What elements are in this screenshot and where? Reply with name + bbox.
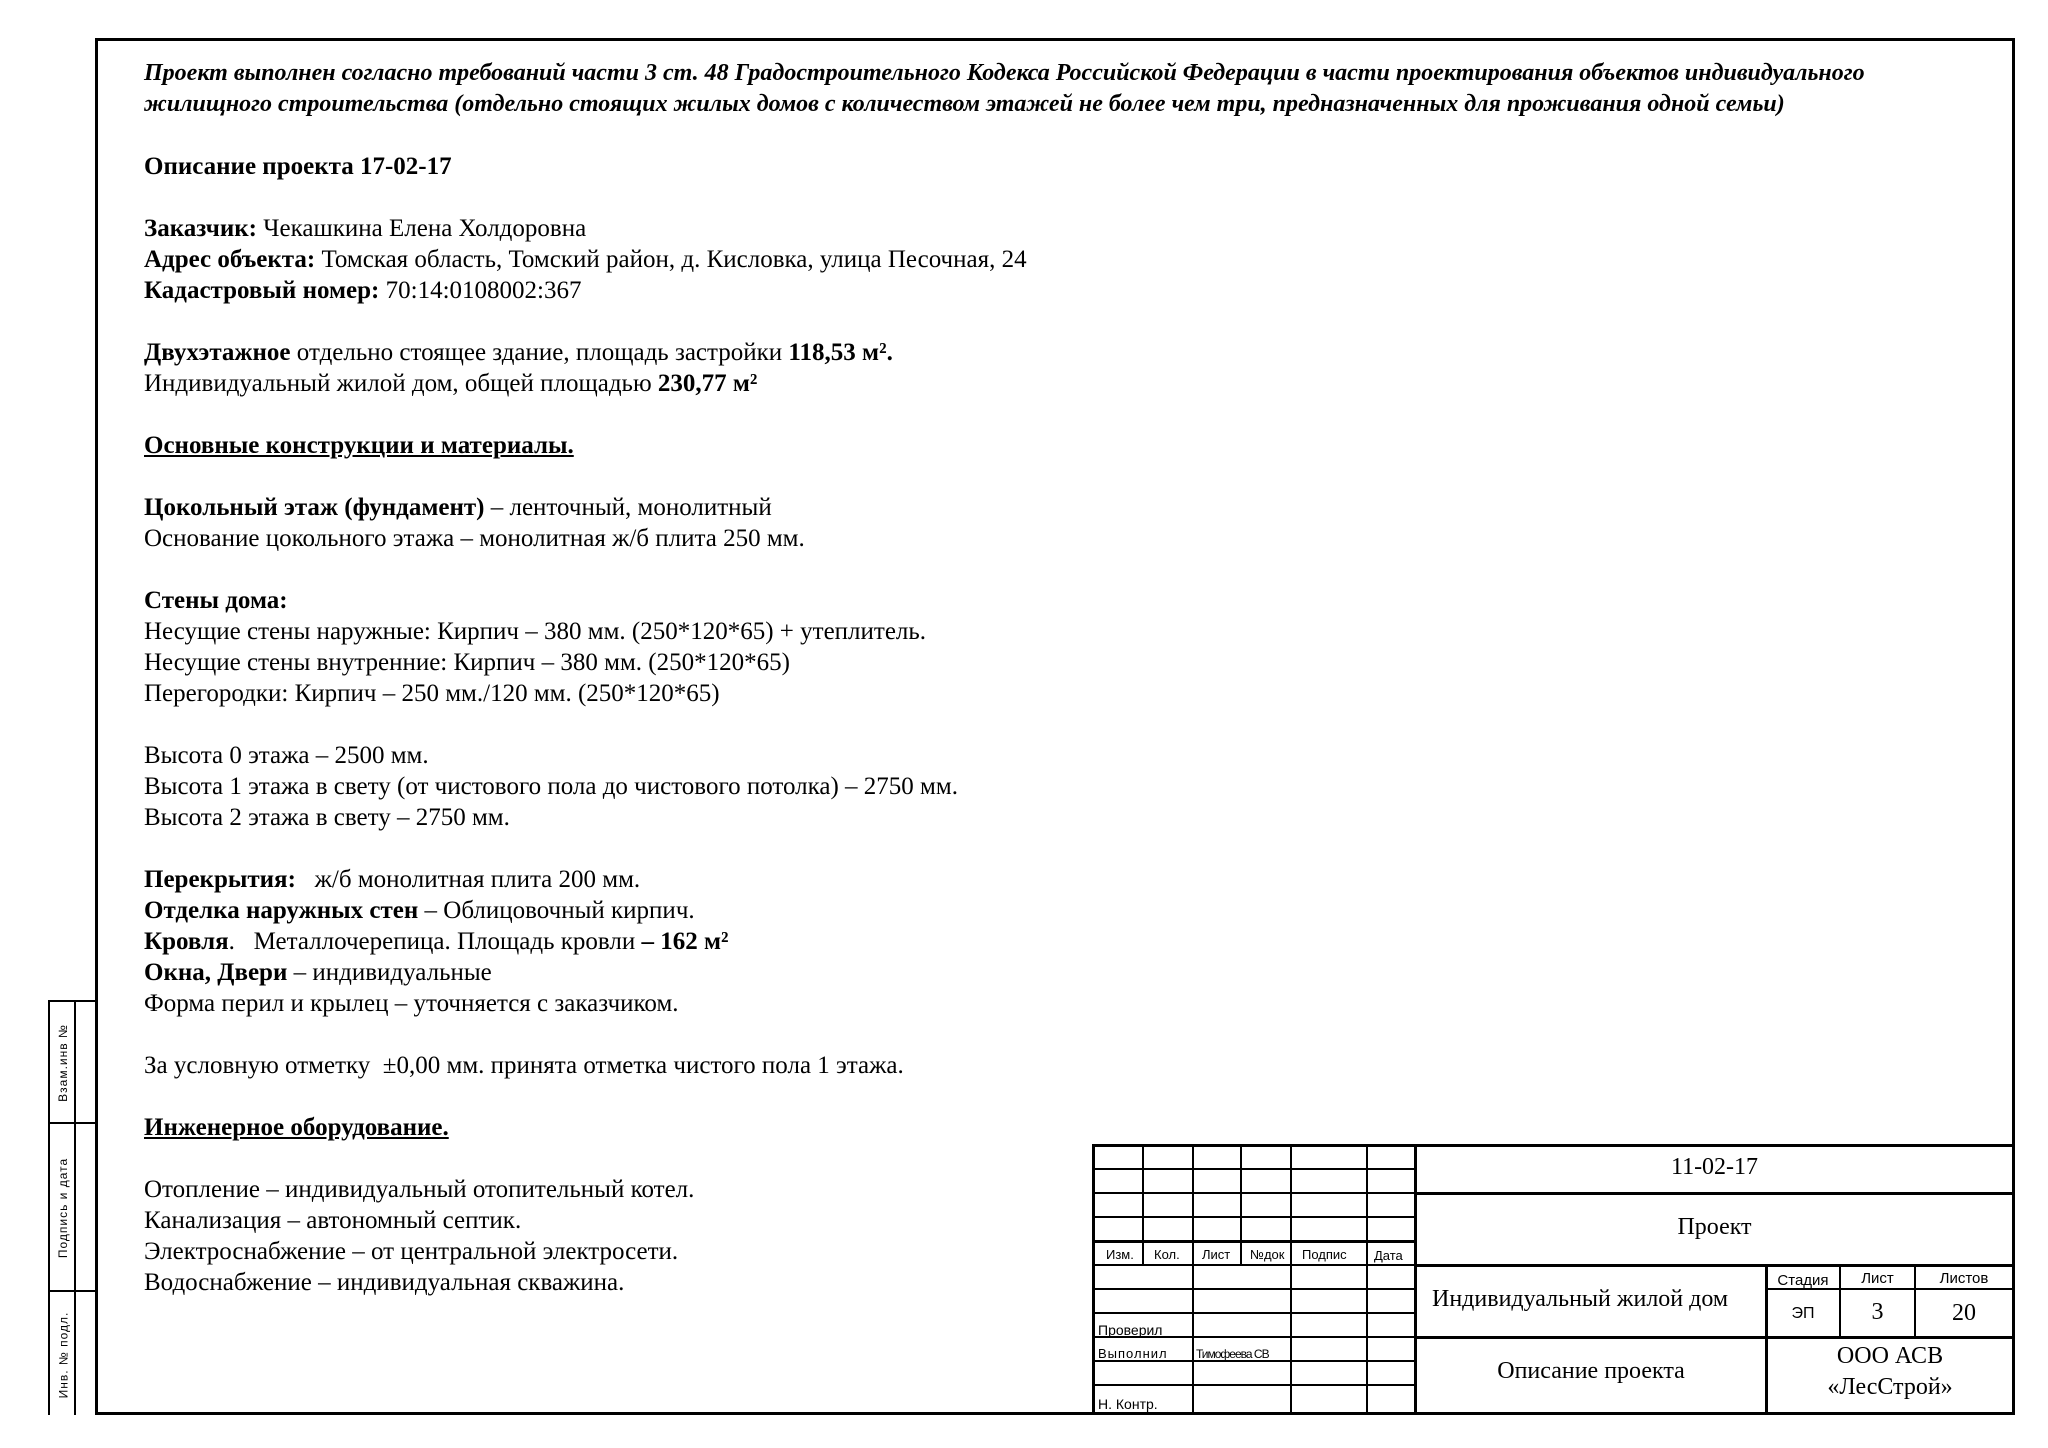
sheet-header: Лист: [1861, 1270, 1894, 1287]
header-list: Лист: [1202, 1247, 1231, 1262]
sheet-value: 3: [1871, 1299, 1884, 1325]
floors-count: Двухэтажное: [144, 339, 291, 366]
roof-label: Кровля: [144, 928, 229, 955]
walls-heading: Стены дома:: [144, 587, 288, 614]
facade-label: Отделка наружных стен: [144, 897, 419, 924]
footprint-area: 118,53 м².: [788, 339, 893, 366]
windows-line: [144, 957, 1964, 988]
foundation-base: Основание цокольного этажа – монолитная ж/б плита 250 мм.: [144, 525, 805, 552]
address-value: Томская область, Томский район, д. Кисловка, улица Песочная, 24: [315, 246, 1027, 273]
building-line-2: [144, 368, 1964, 399]
level-note: За условную отметку ±0,00 мм. принята отметка чистого пола 1 этажа.: [144, 1052, 904, 1079]
company-name: [1768, 1341, 2012, 1403]
floors-line: [144, 864, 1964, 895]
total-area: 230,77 м²: [657, 370, 758, 397]
address-label: Адрес объекта:: [144, 246, 316, 273]
company-line-2: «ЛесСтрой»: [1827, 1374, 1953, 1400]
side-stamp-label-cell2: Подпись и дата: [56, 1157, 70, 1259]
executor-name: Тимофеева СВ: [1196, 1347, 1269, 1361]
grid-line: [1240, 1144, 1242, 1264]
walls-line: Перегородки: Кирпич – 250 мм./120 мм. (250*120*65): [144, 680, 720, 707]
title-block-border: [1092, 1144, 1095, 1415]
header-data: Дата: [1374, 1248, 1403, 1263]
stage-value: ЭП: [1791, 1305, 1815, 1322]
side-stamp-label-cell1: Взам.инв №: [56, 1024, 70, 1102]
roof-area: – 162 м²: [641, 928, 729, 955]
customer-value: Чекашкина Елена Холдоровна: [257, 215, 587, 242]
floors-label: Перекрытия:: [144, 866, 296, 893]
cadastral-label: Кадастровый номер:: [144, 277, 380, 304]
foundation-line: [144, 492, 1964, 523]
foundation-value: – ленточный, монолитный: [484, 494, 772, 521]
walls-line: Несущие стены наружные: Кирпич – 380 мм. (250*120*65) + утеплитель.: [144, 618, 927, 645]
grid-line: [1414, 1192, 2015, 1195]
grid-line: [1414, 1264, 2015, 1267]
customer-label: Заказчик:: [144, 215, 258, 242]
header-ndoc: №док: [1250, 1247, 1285, 1262]
project-code: 11-02-17: [1670, 1154, 1759, 1180]
engineering-line: Канализация – автономный септик.: [144, 1207, 522, 1234]
stage-header: Стадия: [1777, 1272, 1829, 1289]
header-izm: Изм.: [1106, 1247, 1134, 1262]
materials-heading: Основные конструкции и материалы.: [144, 432, 574, 459]
building-text: отдельно стоящее здание, площадь застройки: [290, 339, 789, 366]
facade-value: – Облицовочный кирпич.: [418, 897, 695, 924]
foundation-label: Цокольный этаж (фундамент): [144, 494, 485, 521]
project-title: Описание проекта 17-02-17: [144, 153, 452, 180]
roof-value: . Металлочерепица. Площадь кровли: [228, 928, 642, 955]
title-block: [1092, 1144, 2015, 1415]
cadastral-line: [144, 275, 1964, 306]
engineering-line: Электроснабжение – от центральной электросети.: [144, 1238, 679, 1265]
header-podpis: Подпис: [1302, 1247, 1347, 1262]
engineering-line: Отопление – индивидуальный отопительный котел.: [144, 1176, 695, 1203]
height-line: Высота 1 этажа в свету (от чистового пола до чистового потолка) – 2750 мм.: [144, 773, 958, 800]
title-block-border: [1092, 1412, 2015, 1415]
sheet-title: Описание проекта: [1497, 1358, 1685, 1384]
building-text-2: Индивидуальный жилой дом, общей площадью: [144, 370, 658, 397]
windows-label: Окна, Двери: [144, 959, 288, 986]
customer-line: [144, 213, 1964, 244]
company-line-1: ООО АСВ: [1836, 1343, 1944, 1369]
cadastral-value: 70:14:0108002:367: [379, 277, 582, 304]
side-stamp: [48, 1000, 95, 1415]
object-name: Индивидуальный жилой дом: [1432, 1286, 1729, 1312]
address-line: [144, 244, 1964, 275]
engineering-line: Водоснабжение – индивидуальная скважина.: [144, 1269, 625, 1296]
document-body: [144, 58, 1964, 1298]
grid-line: [1414, 1336, 2015, 1339]
sheets-value: 20: [1952, 1300, 1976, 1326]
title-block-border: [2012, 1144, 2015, 1415]
header-kol: Кол.: [1154, 1247, 1180, 1262]
height-line: Высота 2 этажа в свету – 2750 мм.: [144, 804, 510, 831]
document-type: Проект: [1677, 1214, 1752, 1240]
role-done: Выполнил: [1098, 1346, 1168, 1361]
sheets-header: Листов: [1939, 1270, 1989, 1287]
building-line-1: [144, 337, 1964, 368]
walls-line: Несущие стены внутренние: Кирпич – 380 мм. (250*120*65): [144, 649, 790, 676]
engineering-heading: Инженерное оборудование.: [144, 1114, 449, 1141]
height-line: Высота 0 этажа – 2500 мм.: [144, 742, 429, 769]
grid-line: [1192, 1144, 1194, 1415]
facade-line: [144, 895, 1964, 926]
intro-note: Проект выполнен согласно требований части 3 ст. 48 Градостроительного Кодекса Российской Федерации в части проектирования объектов индивидуального жилищного строительства (отдельно стоящих жилых домов с количеством этажей не более чем три, предназначенных для проживания одной семьи): [144, 60, 1865, 117]
title-block-border: [1092, 1144, 2015, 1147]
roof-line: [144, 926, 1964, 957]
grid-line: [1366, 1144, 1368, 1415]
grid-line: [1290, 1144, 1292, 1415]
windows-value: – индивидуальные: [287, 959, 492, 986]
side-stamp-label-cell3: Инв. № подл.: [56, 1311, 70, 1398]
railings-line: Форма перил и крылец – уточняется с заказчиком.: [144, 990, 679, 1017]
grid-line: [1142, 1144, 1144, 1264]
role-norm: Н. Контр.: [1098, 1396, 1158, 1412]
role-checked: Проверил: [1098, 1322, 1163, 1338]
floors-value: ж/б монолитная плита 200 мм.: [295, 866, 641, 893]
